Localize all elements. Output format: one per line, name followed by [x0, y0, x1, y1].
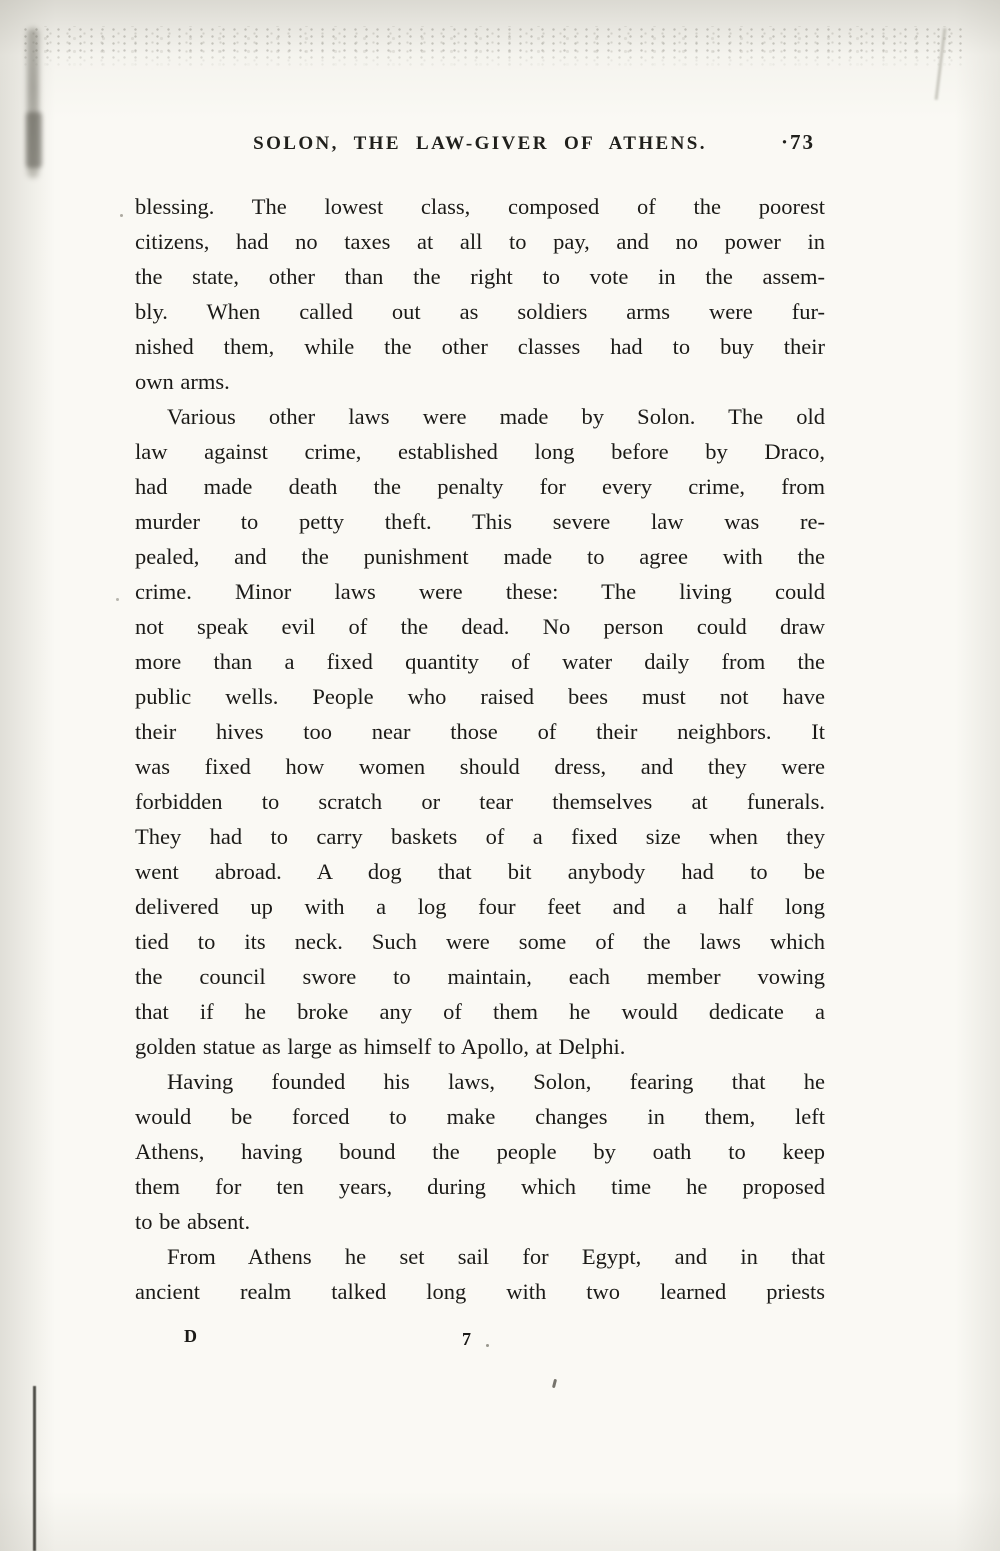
text-line: They had to carry baskets of a fixed size when they: [135, 824, 825, 849]
body-text: [135, 189, 825, 1309]
text-line: public wells. People who raised bees must not have: [135, 684, 825, 709]
text-line: citizens, had no taxes at all to pay, and no power in: [135, 229, 825, 254]
paragraph-2: [135, 399, 825, 1064]
paragraph-3: [135, 1064, 825, 1239]
text-line: crime. Minor laws were these: The living could: [135, 579, 825, 604]
text-line: not speak evil of the dead. No person could draw: [135, 614, 825, 639]
scan-dot: [120, 214, 123, 217]
text-line: the state, other than the right to vote in the assem-: [135, 264, 825, 289]
text-line: forbidden to scratch or tear themselves at funerals.: [135, 789, 825, 814]
text-line: own arms.: [135, 369, 230, 394]
text-line: ancient realm talked long with two learned priests: [135, 1279, 825, 1304]
text-line: had made death the penalty for every crime, from: [135, 474, 825, 499]
text-line: murder to petty theft. This severe law was re-: [135, 509, 825, 534]
text-line: golden statue as large as himself to Apollo, at Delphi.: [135, 1034, 626, 1059]
page-header: [135, 130, 825, 163]
text-line: delivered up with a log four feet and a half long: [135, 894, 825, 919]
text-line: to be absent.: [135, 1209, 251, 1234]
text-line: Athens, having bound the people by oath to keep: [135, 1139, 825, 1164]
text-line: From Athens he set sail for Egypt, and in that: [167, 1244, 825, 1269]
page-number: ·73: [780, 130, 815, 154]
paragraph-1: [135, 189, 825, 399]
scan-smudge-left-edge-dark: [26, 112, 42, 168]
text-line: was fixed how women should dress, and they were: [135, 754, 825, 779]
text-line: them for ten years, during which time he proposed: [135, 1174, 825, 1199]
text-line: Various other laws were made by Solon. The old: [167, 404, 825, 429]
text-line: would be forced to make changes in them, left: [135, 1104, 825, 1129]
ink-speck: [552, 1379, 557, 1388]
text-line: nished them, while the other classes had to buy their: [135, 334, 825, 359]
scan-dot: [116, 598, 119, 601]
text-line: pealed, and the punishment made to agree with the: [135, 544, 825, 569]
text-line: law against crime, established long before by Draco,: [135, 439, 825, 464]
scan-dot: [486, 1344, 489, 1347]
text-line: their hives too near those of their neighbors. It: [135, 719, 825, 744]
text-line: tied to its neck. Such were some of the laws which: [135, 929, 825, 954]
scan-edge-line-bottom-left: [33, 1386, 36, 1551]
text-line: more than a fixed quantity of water daily from the: [135, 649, 825, 674]
text-line: the council swore to maintain, each member vowing: [135, 964, 825, 989]
text-line: blessing. The lowest class, composed of the poorest: [135, 194, 825, 219]
footer-page-number: 7: [462, 1329, 471, 1349]
running-title: SOLON, THE LAW-GIVER OF ATHENS.: [253, 133, 707, 154]
printer-signature: D: [184, 1326, 198, 1346]
text-line: went abroad. A dog that bit anybody had to be: [135, 859, 825, 884]
text-line: Having founded his laws, Solon, fearing that he: [167, 1069, 825, 1094]
text-line: that if he broke any of them he would dedicate a: [135, 999, 825, 1024]
text-line: bly. When called out as soldiers arms were fur-: [135, 299, 825, 324]
paragraph-4: [135, 1239, 825, 1309]
scan-noise-band: [20, 26, 965, 70]
